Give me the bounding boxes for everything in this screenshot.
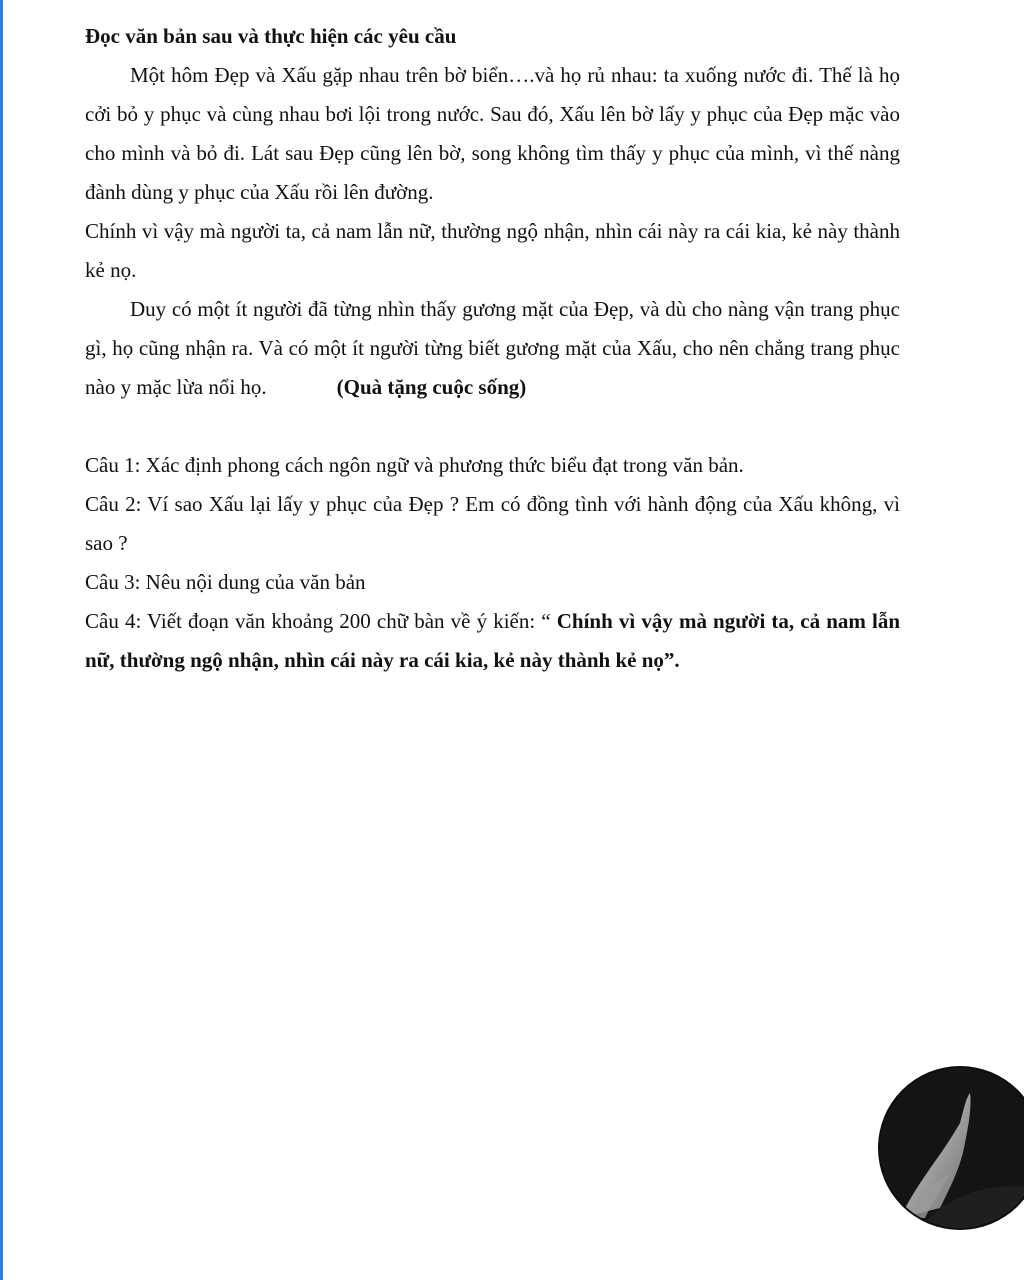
floating-chat-bubble[interactable] [880,1068,1024,1228]
left-edge-border [0,0,3,1280]
story-paragraph-3-text: Duy có một ít người đã từng nhìn thấy gương mặt của Đẹp, và dù cho nàng vận trang phục gì, họ cũng nhận ra. Và có một ít người từng biết gương mặt của Xấu, cho nên chẳng trang phục nào y mặc lừa nổi họ. [85,297,900,399]
question-1: Câu 1: Xác định phong cách ngôn ngữ và phương thức biểu đạt trong văn bản. [85,453,744,477]
document-content [85,17,900,680]
instruction-heading: Đọc văn bản sau và thực hiện các yêu cầu [85,24,457,48]
question-4 [85,602,900,680]
shark-fin-avatar-icon [880,1068,1024,1228]
spacer [85,407,900,446]
source-citation: (Quà tặng cuộc sống) [336,375,527,399]
question-4-quote: Chính vì vậy mà người ta, cả nam lẫn nữ, thường ngộ nhận, nhìn cái này ra cái kia, kẻ này thành kẻ nọ”. [85,609,901,672]
question-2: Câu 2: Ví sao Xấu lại lấy y phục của Đẹp ? Em có đồng tình với hành động của Xấu không, vì sao ? [85,492,900,555]
story-paragraph-1: Một hôm Đẹp và Xấu gặp nhau trên bờ biển….và họ rủ nhau: ta xuống nước đi. Thế là họ cởi bỏ y phục và cùng nhau bơi lội trong nước. Sau đó, Xấu lên bờ lấy y phục của Đẹp mặc vào cho mình và bỏ đi. Lát sau Đẹp cũng lên bờ, song không tìm thấy y phục của mình, vì thế nàng đành dùng y phục của Xấu rồi lên đường. [85,63,900,204]
question-4-prefix: Câu 4: Viết đoạn văn khoảng 200 chữ bàn về ý kiến: “ [85,609,557,633]
story-paragraph-3 [85,290,900,407]
question-3: Câu 3: Nêu nội dung của văn bản [85,570,366,594]
story-paragraph-2: Chính vì vậy mà người ta, cả nam lẫn nữ, thường ngộ nhận, nhìn cái này ra cái kia, kẻ này thành kẻ nọ. [85,219,900,282]
